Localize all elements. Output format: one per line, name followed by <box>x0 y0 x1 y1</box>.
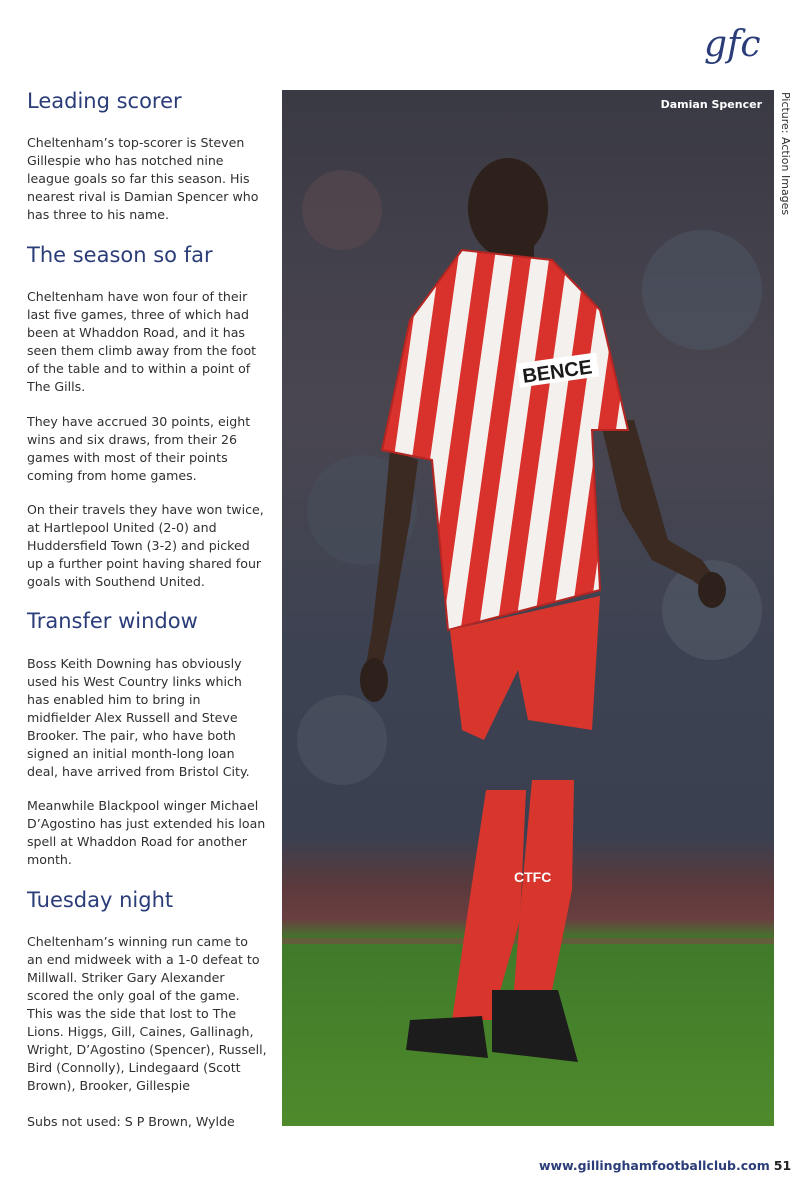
page-number: 51 <box>773 1158 792 1173</box>
season-paragraph: Cheltenham have won four of their last five games, three of which had been at Whaddon Road, and it has seen them climb away from the foot of the table and to within a point of The Gills. <box>27 289 257 394</box>
svg-text:BENCE: BENCE <box>521 356 594 388</box>
tuesday-paragraph: Subs not used: S P Brown, Wylde <box>27 1114 235 1129</box>
season-paragraph: They have accrued 30 points, eight wins and six draws, from their 26 games with most of their points coming from home games. <box>27 414 251 483</box>
page-footer <box>539 1158 791 1173</box>
season-paragraph: On their travels they have won twice, at Hartlepool United (2-0) and Huddersfield Town (3-2) and picked up a further point having shared four goals with Southend United. <box>27 502 264 589</box>
svg-text:gfc: gfc <box>704 24 761 65</box>
heading-tuesday-night: Tuesday night <box>27 888 174 912</box>
transfer-paragraph: Boss Keith Downing has obviously used his West Country links which has enabled him to bring in midfielder Alex Russell and Steve Brooker. The pair, who have both signed an initial month-long loan deal, have arrived from Bristol City. <box>27 656 250 779</box>
player-photo <box>282 90 774 1126</box>
heading-transfer-window: Transfer window <box>27 609 198 633</box>
leading-scorer-paragraph: Cheltenham’s top-scorer is Steven Gillespie who has notched nine league goals so far this season. His nearest rival is Damian Spencer who has three to his name. <box>27 135 259 222</box>
heading-leading-scorer: Leading scorer <box>27 89 182 113</box>
club-logo <box>700 22 780 72</box>
website-url[interactable]: www.gillinghamfootballclub.com <box>539 1158 770 1173</box>
photo-caption: Damian Spencer <box>660 98 762 111</box>
svg-text:CTFC: CTFC <box>514 869 552 885</box>
heading-season-so-far: The season so far <box>27 243 213 267</box>
photo-credit: Picture: Action Images <box>779 92 792 216</box>
tuesday-paragraph: Cheltenham’s winning run came to an end midweek with a 1-0 defeat to Millwall. Striker Gary Alexander scored the only goal of the game. This was the side that lost to The Lions. Higgs, Gill, Caines, Gallinagh, Wright, D’Agostino (Spencer), Russell, Bird (Connolly), Lindegaard (Scott Brown), Brooker, Gillespie <box>27 934 267 1093</box>
player-illustration <box>282 90 774 1126</box>
transfer-paragraph: Meanwhile Blackpool winger Michael D’Agostino has just extended his loan spell at Whaddon Road for another month. <box>27 798 266 867</box>
